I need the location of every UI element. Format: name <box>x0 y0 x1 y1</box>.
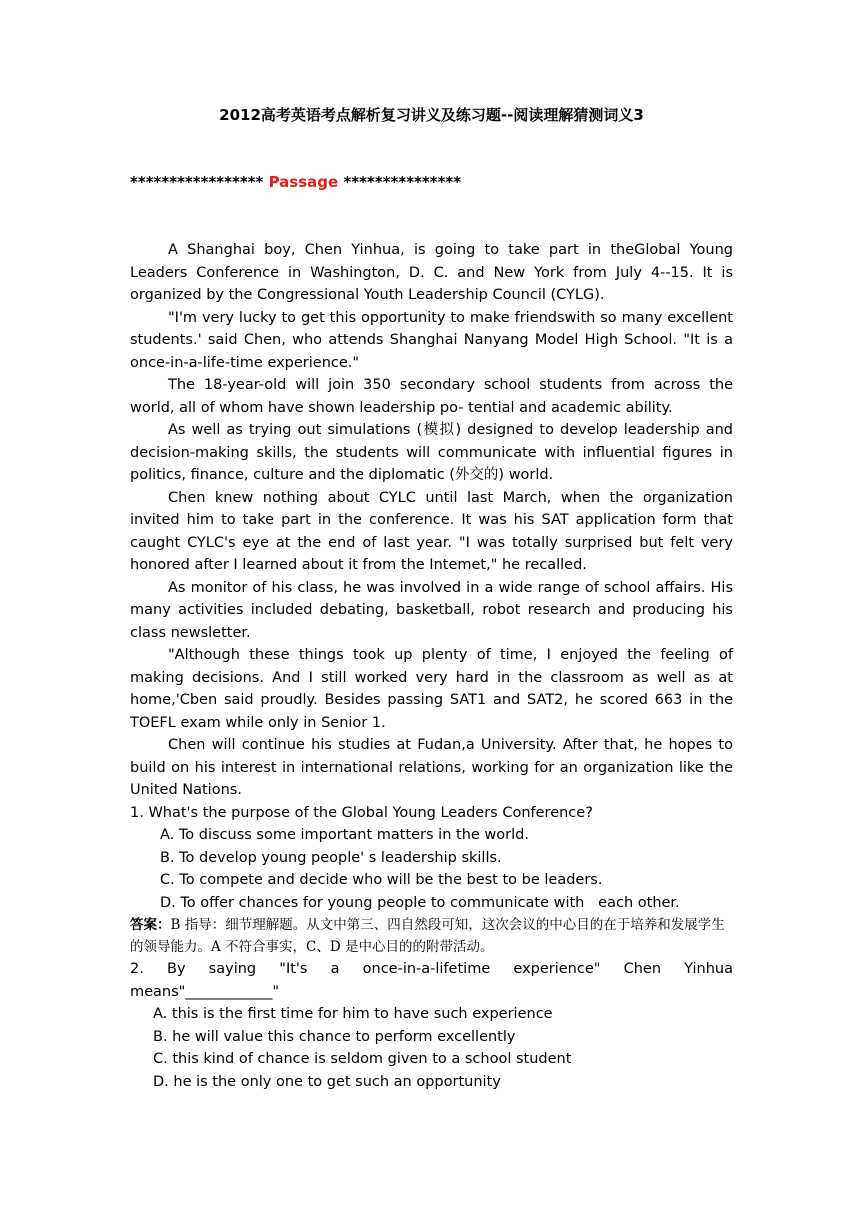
section-label: Passage <box>268 173 339 191</box>
question-1-option-c: C. To compete and decide who will be the best to be leaders. <box>160 872 603 888</box>
passage-paragraph: A Shanghai boy, Chen Yinhua, is going to take part in theGlobal Young Leaders Conference in Washington, D. C. and New York from July 4--15. It is organized by the Congressional Youth Leadership Council (CYLG). <box>130 242 733 303</box>
question-2-option-c: C. this kind of chance is seldom given to a school student <box>153 1051 572 1067</box>
passage-paragraph: As well as trying out simulations (模拟) designed to develop leadership and decision-making skills, the students will communicate with influential figures in politics, finance, culture and the diplomatic (外交的) world. <box>130 422 733 483</box>
answer-label: 答案： <box>130 917 171 933</box>
section-header <box>130 173 461 191</box>
passage-paragraph: As monitor of his class, he was involved in a wide range of school affairs. His many activities included debating, basketball, robot research and producing his class newsletter. <box>130 579 733 641</box>
section-stars-left: ***************** <box>130 173 264 191</box>
passage-paragraph: "Although these things took up plenty of time, I enjoyed the feeling of making decisions. And I still worked very hard in the classroom as well as at home,'Cben said proudly. Besides passing SAT1 and SAT2, he scored 663 in the TOEFL exam while only in Senior 1. <box>130 647 733 731</box>
passage-paragraph: Chen will continue his studies at Fudan,a University. After that, he hopes to build on his interest in international relations, working for an organization like the United Nations. <box>130 737 733 798</box>
passage-paragraph: "I'm very lucky to get this opportunity to make friendswith so many excellent students.' said Chen, who attends Shanghai Nanyang Model High School. "It is a once-in-a-life-time experience." <box>130 309 733 371</box>
passage-body <box>130 239 733 1093</box>
question-1-option-d: D. To offer chances for young people to communicate with each other. <box>160 894 680 911</box>
question-1-stem: 1. What's the purpose of the Global Young Leaders Conference? <box>130 804 593 821</box>
passage-paragraph: Chen knew nothing about CYLC until last March, when the organization invited him to take part in the conference. It was his SAT application form that caught CYLC's eye at the end of last year. "I was totally surprised but felt very honored after I learned about it from the Intemet," he recalled. <box>130 489 733 573</box>
question-1-option-a: A. To discuss some important matters in the world. <box>160 827 529 843</box>
passage-paragraph: The 18-year-old will join 350 secondary school students from across the world, all of whom have shown leadership po- tential and academic ability. <box>130 377 733 416</box>
question-1-option-b: B. To develop young people' s leadership skills. <box>160 849 502 866</box>
question-2-stem-line2: means"____________" <box>130 983 280 1000</box>
question-2-option-a: A. this is the first time for him to have such experience <box>153 1006 553 1022</box>
question-1-answer <box>130 914 733 958</box>
question-2-stem-line1: 2. By saying "It's a once-in-a-lifetime experience" Chen Yinhua <box>130 961 733 977</box>
section-stars-right: *************** <box>343 173 462 191</box>
question-2-option-d: D. he is the only one to get such an opportunity <box>153 1073 501 1090</box>
question-2-option-b: B. he will value this chance to perform excellently <box>153 1028 516 1045</box>
answer-text: B 指导：细节理解题。从文中第三、四自然段可知，这次会议的中心目的在于培养和发展学生的领导能力。A 不符合事实，C、D 是中心目的的附带活动。 <box>130 917 725 955</box>
document-title: 2012高考英语考点解析复习讲义及练习题--阅读理解猜测词义3 <box>219 106 644 124</box>
